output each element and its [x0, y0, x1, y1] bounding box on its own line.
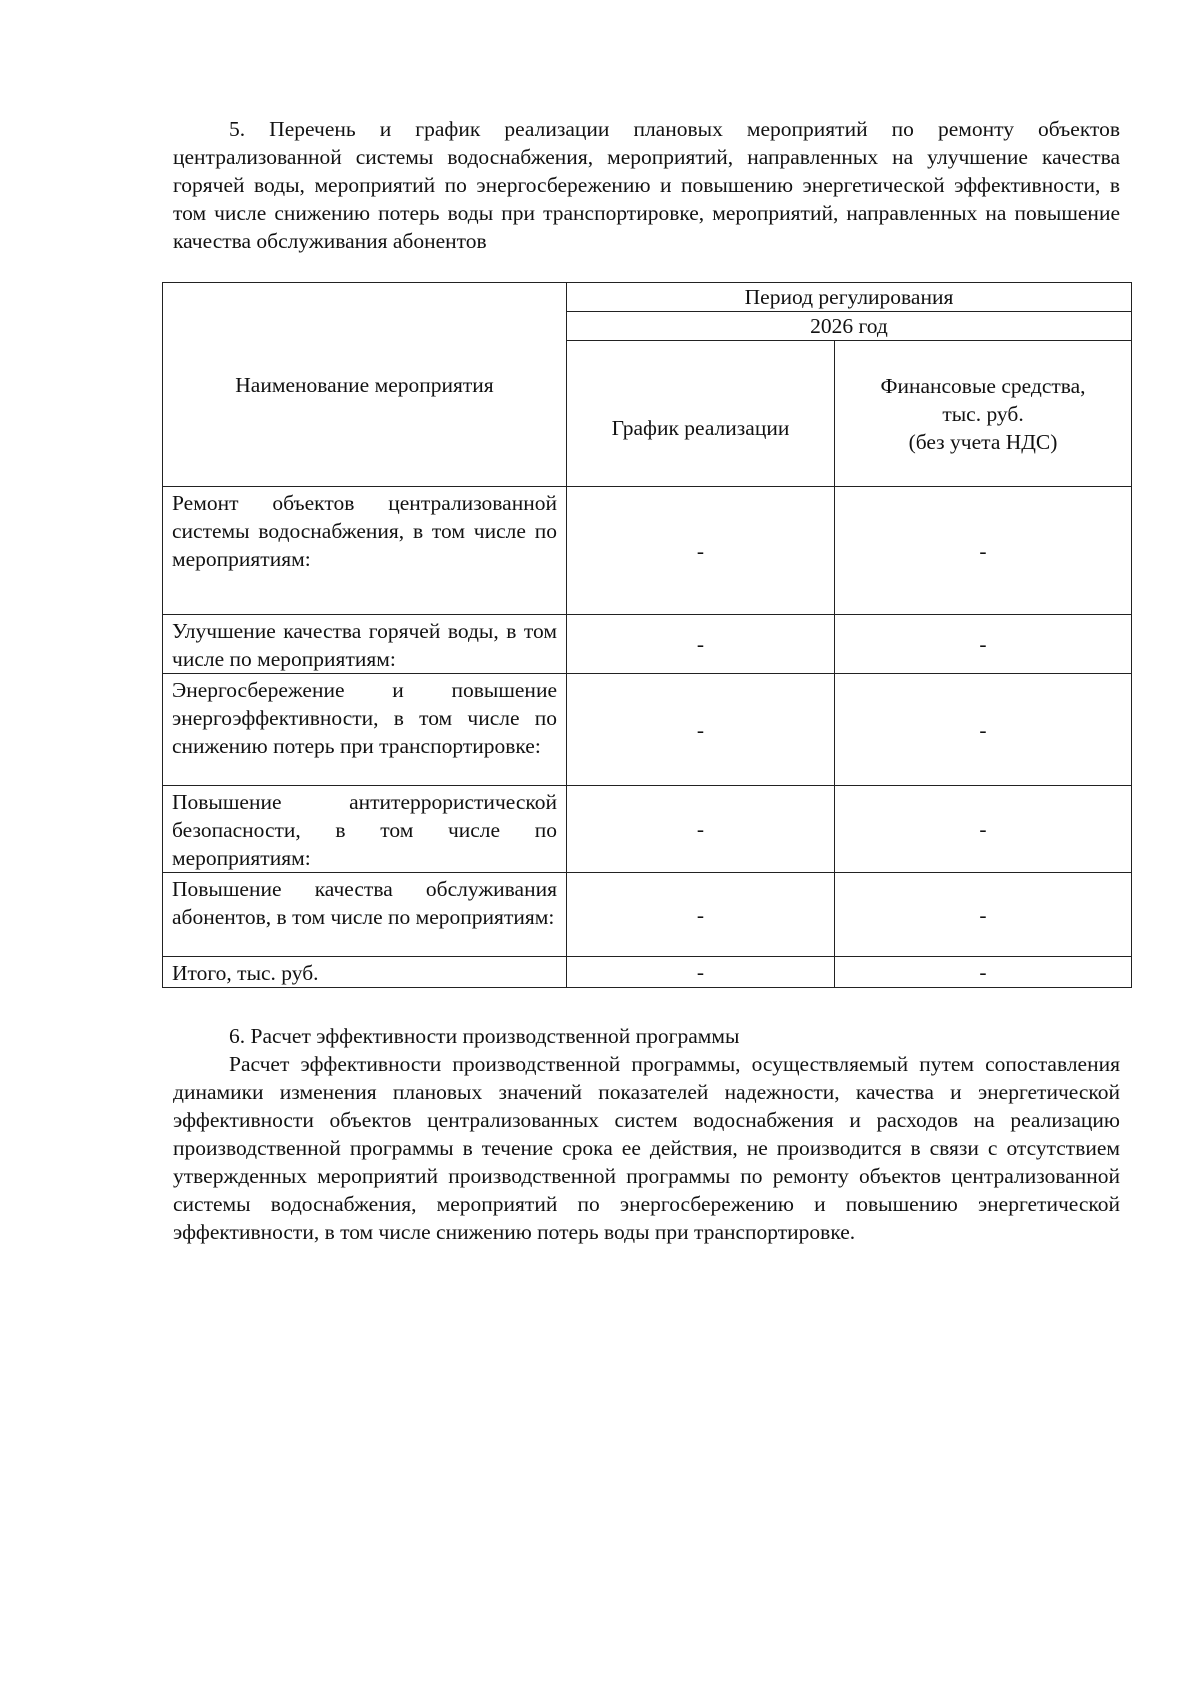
- table-total-row: [163, 957, 1132, 988]
- row-measure-name: Повышение антитеррористической безопасности, в том числе по мероприятиям:: [163, 786, 567, 873]
- measures-table: [162, 282, 1132, 988]
- row-schedule: -: [567, 487, 835, 615]
- header-schedule: График реализации: [567, 341, 835, 487]
- row-finance: -: [835, 786, 1132, 873]
- row-schedule: -: [567, 957, 835, 988]
- header-finance-line3: (без учета НДС): [908, 429, 1058, 454]
- section-6-heading: 6. Расчет эффективности производственной программы: [229, 1024, 740, 1048]
- row-finance: -: [835, 957, 1132, 988]
- row-finance: -: [835, 615, 1132, 674]
- header-finance: [835, 341, 1132, 487]
- row-measure-name: Повышение качества обслуживания абонентов, в том числе по мероприятиям:: [163, 873, 567, 957]
- header-regulation-period: Период регулирования: [567, 283, 1132, 312]
- header-year: 2026 год: [567, 312, 1132, 341]
- row-finance: -: [835, 873, 1132, 957]
- table-header-row: [163, 283, 1132, 312]
- section-5-heading: 5. Перечень и график реализации плановых мероприятий по ремонту объектов централизованной системы водоснабжения, мероприятий, направленных на улучшение качества горячей воды, мероприятий по энергосбережению и повышению энергетической эффективности, в том числе снижению потерь воды при транспортировке, мероприятий, направленных на повышение качества обслуживания абонентов: [173, 117, 1120, 253]
- table-row: [163, 615, 1132, 674]
- header-finance-line1: Финансовые средства,: [880, 373, 1086, 398]
- row-measure-name: Улучшение качества горячей воды, в том числе по мероприятиям:: [163, 615, 567, 674]
- table-row: [163, 487, 1132, 615]
- header-measure-name: Наименование мероприятия: [163, 283, 567, 487]
- row-total-label: Итого, тыс. руб.: [163, 957, 567, 988]
- row-finance: -: [835, 487, 1132, 615]
- row-finance: -: [835, 674, 1132, 786]
- row-measure-name: Энергосбережение и повышение энергоэффективности, в том числе по снижению потерь при транспортировке:: [163, 674, 567, 786]
- table-row: [163, 674, 1132, 786]
- header-finance-line2: тыс. руб.: [942, 401, 1024, 426]
- row-measure-name: Ремонт объектов централизованной системы водоснабжения, в том числе по мероприятиям:: [163, 487, 567, 615]
- row-schedule: -: [567, 873, 835, 957]
- table-row: [163, 786, 1132, 873]
- row-schedule: -: [567, 615, 835, 674]
- section-6-body: Расчет эффективности производственной программы, осуществляемый путем сопоставления динамики изменения плановых значений показателей надежности, качества и энергетической эффективности объектов централизованных систем водоснабжения и расходов на реализацию производственной программы в течение срока ее действия, не производится в связи с отсутствием утвержденных мероприятий производственной программы по ремонту объектов централизованной системы водоснабжения, мероприятий по энергосбережению и повышению энергетической эффективности, в том числе снижению потерь воды при транспортировке.: [173, 1052, 1120, 1244]
- table-row: [163, 873, 1132, 957]
- row-schedule: -: [567, 674, 835, 786]
- row-schedule: -: [567, 786, 835, 873]
